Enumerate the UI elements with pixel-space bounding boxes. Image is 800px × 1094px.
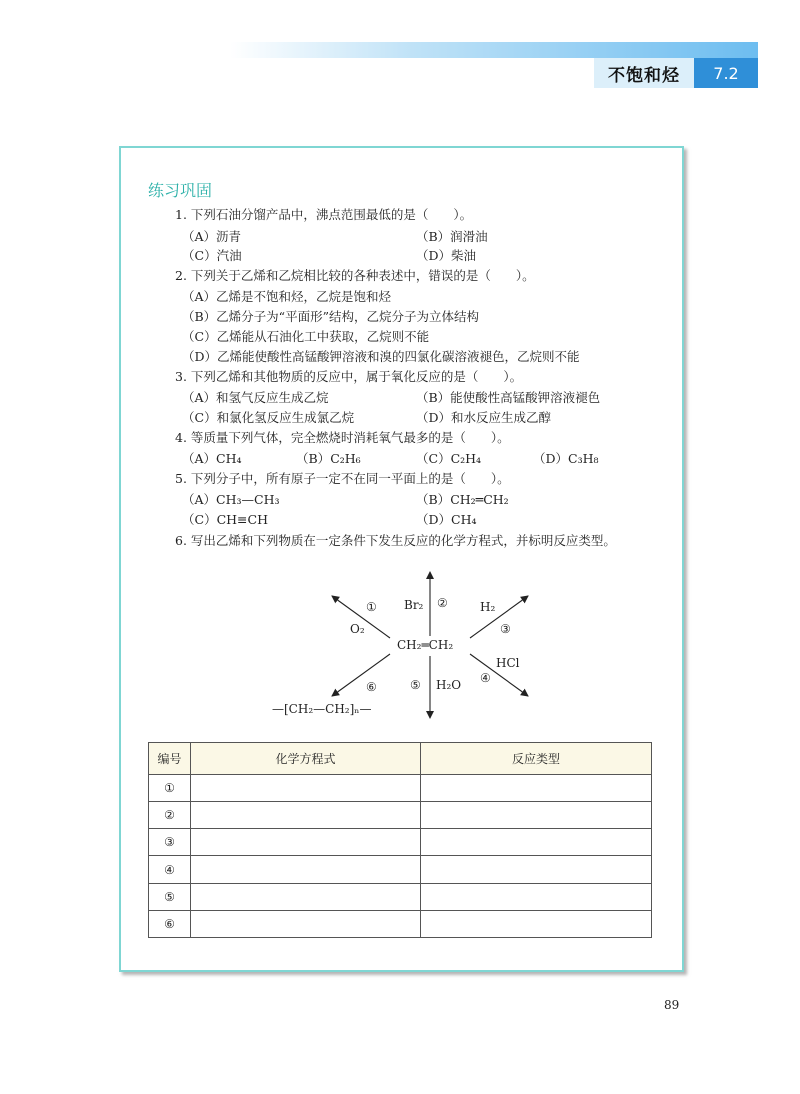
equation-cell[interactable] (191, 883, 421, 910)
question-1-option-d: （D）柴油 (416, 248, 477, 263)
formula: CH≡CH (216, 512, 268, 527)
equation-cell[interactable] (191, 775, 421, 802)
header-reaction-type: 反应类型 (421, 743, 652, 775)
question-4-option-a: （A）CH₄ (182, 451, 242, 466)
table-header-row (149, 743, 652, 775)
question-6-stem: 6. 写出乙烯和下列物质在一定条件下发生反应的化学方程式，并标明反应类型。 (175, 533, 616, 548)
question-1-option-c: （C）汽油 (182, 248, 242, 263)
center-ethylene: CH₂═CH₂ (397, 638, 454, 652)
reagent-h2o: H₂O (436, 678, 462, 692)
exercise-title: 练习巩固 (148, 181, 213, 200)
mark-3: ③ (500, 622, 511, 636)
row-number: ③ (149, 829, 191, 856)
question-5-stem: 5. 下列分子中，所有原子一定不在同一平面上的是（ ）。 (175, 471, 510, 486)
reaction-type-cell[interactable] (421, 829, 652, 856)
header-equation: 化学方程式 (191, 743, 421, 775)
question-2-stem: 2. 下列关于乙烯和乙烷相比较的各种表述中，错误的是（ ）。 (175, 268, 535, 283)
equation-cell[interactable] (191, 802, 421, 829)
table-row (149, 775, 652, 802)
formula: C₂H₆ (330, 451, 361, 466)
row-number: ④ (149, 856, 191, 883)
formula: CH₄ (216, 451, 242, 466)
question-1-stem: 1. 下列石油分馏产品中，沸点范围最低的是（ ）。 (175, 207, 473, 222)
question-1-option-b: （B）润滑油 (416, 229, 488, 244)
section-number: 7.2 (694, 58, 758, 88)
question-5-option-a: （A）CH₃—CH₃ (182, 492, 280, 507)
question-2-option-d: （D）乙烯能使酸性高锰酸钾溶液和溴的四氯化碳溶液褪色，乙烷则不能 (182, 349, 580, 364)
formula: CH₃—CH₃ (216, 492, 280, 507)
reagent-br2: Br₂ (404, 598, 424, 612)
answer-table (148, 742, 652, 938)
page-number: 89 (664, 998, 680, 1012)
mark-4: ④ (480, 671, 491, 685)
header-number: 编号 (149, 743, 191, 775)
question-5-option-c: （C）CH≡CH (182, 512, 268, 527)
question-4-option-c: （C）C₂H₄ (416, 451, 482, 466)
question-5-option-d: （D）CH₄ (416, 512, 477, 527)
reagent-o2: O₂ (350, 622, 365, 636)
question-3-stem: 3. 下列乙烯和其他物质的反应中，属于氧化反应的是（ ）。 (175, 369, 523, 384)
mark-5: ⑤ (410, 678, 421, 692)
reaction-type-cell[interactable] (421, 856, 652, 883)
question-3-option-b: （B）能使酸性高锰酸钾溶液褪色 (416, 390, 601, 405)
row-number: ⑥ (149, 910, 191, 937)
question-2-option-c: （C）乙烯能从石油化工中获取，乙烷则不能 (182, 329, 430, 344)
reagent-h2: H₂ (480, 600, 496, 614)
equation-cell[interactable] (191, 910, 421, 937)
reaction-type-cell[interactable] (421, 883, 652, 910)
table-row (149, 829, 652, 856)
table-row (149, 883, 652, 910)
reagent-hcl: HCl (496, 656, 520, 670)
question-2-option-b: （B）乙烯分子为“平面形”结构，乙烷分子为立体结构 (182, 309, 479, 324)
formula: C₂H₄ (450, 451, 482, 466)
arrow-to-polymer (332, 654, 390, 696)
mark-6: ⑥ (366, 680, 377, 694)
equation-cell[interactable] (191, 856, 421, 883)
question-3-option-c: （C）和氯化氢反应生成氯乙烷 (182, 410, 355, 425)
reaction-type-cell[interactable] (421, 775, 652, 802)
table-row (149, 802, 652, 829)
question-1-option-a: （A）沥青 (182, 229, 242, 244)
question-4-option-b: （B）C₂H₆ (296, 451, 361, 466)
mark-1: ① (366, 600, 377, 614)
header-stripe (230, 42, 758, 58)
question-4-option-d: （D）C₃H₈ (533, 451, 599, 466)
reaction-type-cell[interactable] (421, 910, 652, 937)
question-5-option-b: （B）CH₂═CH₂ (416, 492, 509, 507)
mark-2: ② (437, 596, 448, 610)
question-3-option-d: （D）和水反应生成乙醇 (416, 410, 552, 425)
chapter-title: 不饱和烃 (594, 58, 694, 88)
formula: C₃H₈ (568, 451, 599, 466)
question-2-option-a: （A）乙烯是不饱和烃，乙烷是饱和烃 (182, 289, 392, 304)
reaction-diagram (260, 566, 560, 726)
equation-cell[interactable] (191, 829, 421, 856)
reaction-type-cell[interactable] (421, 802, 652, 829)
row-number: ⑤ (149, 883, 191, 910)
question-4-stem: 4. 等质量下列气体，完全燃烧时消耗氧气最多的是（ ）。 (175, 430, 510, 445)
table-row (149, 910, 652, 937)
table-row (149, 856, 652, 883)
arrow-to-h2 (470, 596, 528, 638)
question-3-option-a: （A）和氢气反应生成乙烷 (182, 390, 329, 405)
row-number: ① (149, 775, 191, 802)
formula: CH₂═CH₂ (450, 492, 509, 507)
row-number: ② (149, 802, 191, 829)
formula: CH₄ (451, 512, 477, 527)
product-polyethylene: —[CH₂—CH₂]ₙ— (272, 702, 372, 716)
